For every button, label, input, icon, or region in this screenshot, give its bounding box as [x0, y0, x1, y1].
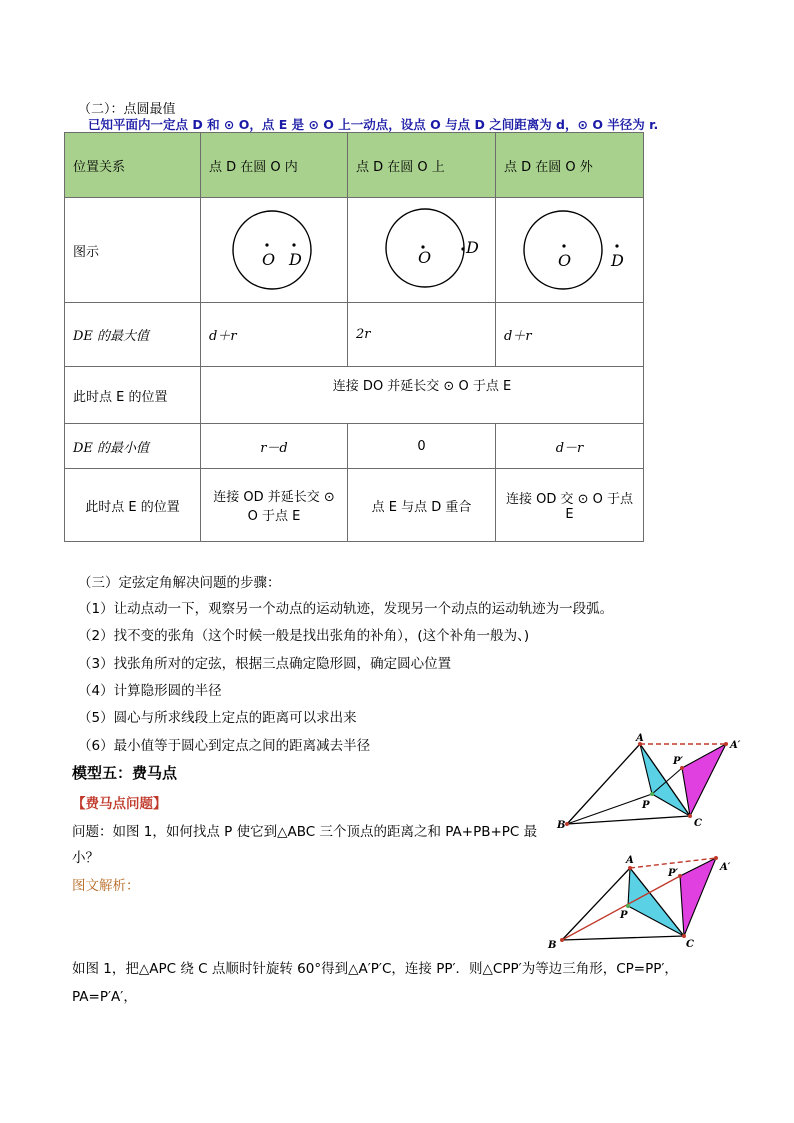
- section2-heading: （二）：点圆最值: [78, 102, 176, 117]
- label-a-prime: A′: [720, 862, 731, 873]
- table-row-min: [65, 424, 644, 469]
- label-d: D: [610, 251, 624, 270]
- table-header-row: [65, 133, 644, 198]
- figure-on: [348, 198, 496, 303]
- label-b: B: [548, 940, 557, 950]
- explanation-line: PA=P′A′，: [72, 989, 137, 1005]
- figure-inside: [201, 198, 348, 303]
- figure-outside: [496, 198, 644, 303]
- cell-value: d＋r: [496, 303, 644, 367]
- fermat-figure-bottom: [544, 848, 756, 950]
- label-o: O: [557, 251, 571, 270]
- label-c: C: [694, 818, 702, 829]
- label-p: P: [642, 800, 650, 811]
- header-cell: 位置关系: [65, 133, 201, 198]
- row-label: DE 的最小值: [65, 424, 201, 469]
- step-item: （1）让动点动一下，观察另一个动点的运动轨迹，发现另一个动点的运动轨迹为一段弧。: [78, 601, 614, 617]
- cell-value: 2r: [348, 303, 496, 367]
- label-a: A: [636, 733, 644, 744]
- row-label: 图示: [65, 198, 201, 303]
- fermat-figure-top: [552, 730, 764, 830]
- table-row-max-position: [65, 367, 644, 424]
- step-item: （2）找不变的张角（这个时候一般是找出张角的补角），(这个补角一般为、): [78, 628, 530, 644]
- cell-value: d＋r: [201, 303, 348, 367]
- cell-value: 点 E 与点 D 重合: [348, 469, 496, 542]
- model5-subtitle: 【费马点问题】: [72, 796, 167, 812]
- label-a-prime: A′: [730, 740, 741, 751]
- step-item: （4）计算隐形圆的半径: [78, 683, 222, 699]
- cell-value: 连接 OD 并延长交 ⊙ O 于点 E: [201, 469, 348, 542]
- merged-cell: 连接 DO 并延长交 ⊙ O 于点 E: [201, 367, 644, 424]
- circle-inside-diagram: [214, 203, 334, 293]
- cell-value: 0: [348, 424, 496, 469]
- step-item: （3）找张角所对的定弦，根据三点确定隐形圆，确定圆心位置: [78, 656, 452, 672]
- explanation-line: 如图 1，把△APC 绕 C 点顺时针旋转 60°得到△A′P′C，连接 PP′．则△CPP′为等边三角形，CP=PP′，: [72, 961, 678, 977]
- header-cell: 点 D 在圆 O 内: [201, 133, 348, 198]
- cell-value: 连接 OD 交 ⊙ O 于点 E: [496, 469, 644, 542]
- header-cell: 点 D 在圆 O 上: [348, 133, 496, 198]
- model5-title: 模型五：费马点: [72, 764, 178, 782]
- label-o: O: [262, 250, 276, 269]
- analysis-label: 图文解析：: [72, 878, 140, 894]
- question-line: 问题：如图 1，如何找点 P 使它到△ABC 三个顶点的距离之和 PA+PB+PC 最: [72, 824, 538, 840]
- label-b: B: [557, 820, 566, 830]
- label-p-prime: P′: [673, 756, 684, 767]
- row-label: 此时点 E 的位置: [65, 367, 201, 424]
- section2-intro: 已知平面内一定点 D 和 ⊙ O，点 E 是 ⊙ O 上一动点，设点 O 与点 D 之间距离为 d，⊙ O 半径为 r.: [88, 117, 659, 132]
- label-d: D: [465, 238, 479, 257]
- label-p: P: [620, 910, 628, 921]
- cell-value: r－d: [201, 424, 348, 469]
- question-line: 小？: [72, 850, 99, 866]
- section3-heading: （三）定弦定角解决问题的步骤：: [78, 575, 281, 591]
- row-label: DE 的最大值: [65, 303, 201, 367]
- label-d: D: [289, 250, 302, 269]
- label-p-prime: P′: [668, 868, 679, 879]
- row-label: 此时点 E 的位置: [65, 469, 201, 542]
- table-row-max: [65, 303, 644, 367]
- label-a: A: [626, 855, 634, 866]
- step-item: （5）圆心与所求线段上定点的距离可以求出来: [78, 710, 357, 726]
- label-o: O: [417, 248, 431, 267]
- circle-on-diagram: [362, 203, 482, 293]
- circle-outside-diagram: [510, 203, 630, 293]
- header-cell: 点 D 在圆 O 外: [496, 133, 644, 198]
- table-row-min-position: [65, 469, 644, 542]
- cell-value: d－r: [496, 424, 644, 469]
- table-row-figure: [65, 198, 644, 303]
- step-item: （6）最小值等于圆心到定点之间的距离减去半径: [78, 738, 371, 754]
- point-circle-table: [64, 132, 644, 542]
- label-c: C: [686, 939, 694, 950]
